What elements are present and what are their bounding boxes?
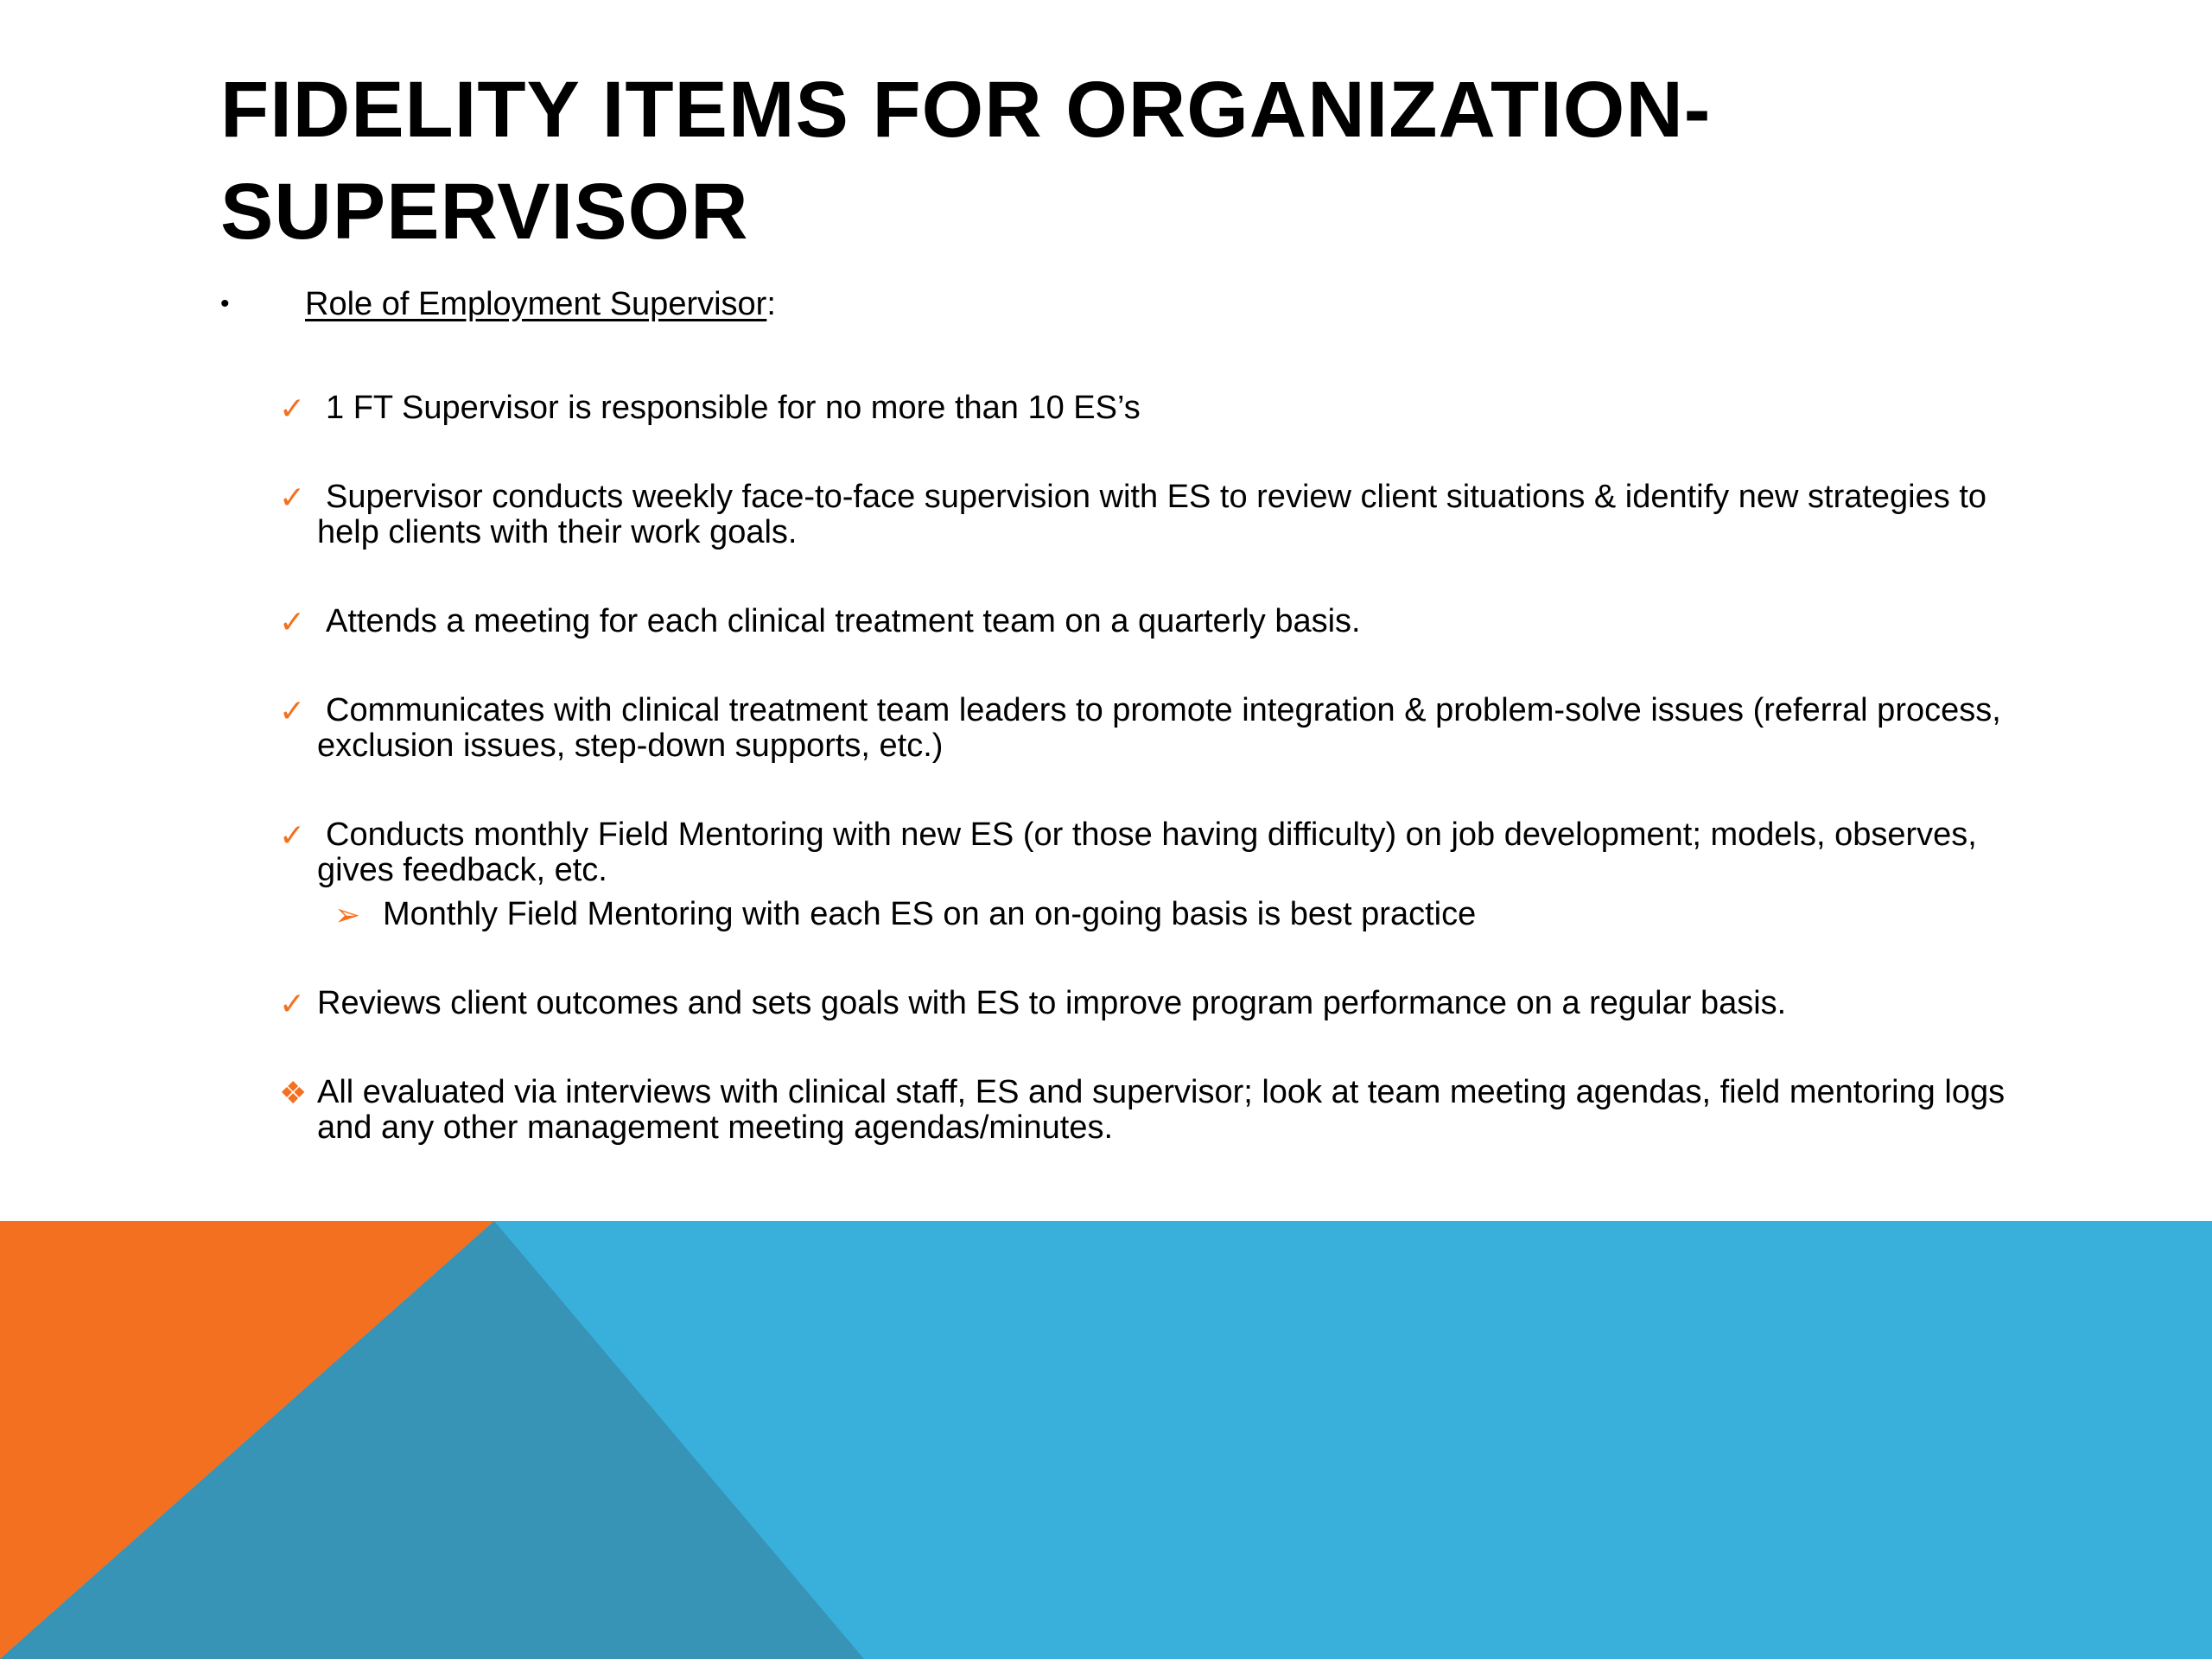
checkmark-icon: ✓ xyxy=(279,391,306,426)
list-item xyxy=(220,986,2035,1021)
checkmark-icon: ✓ xyxy=(279,693,306,728)
section-heading xyxy=(305,278,776,330)
list-item-text: Reviews client outcomes and sets goals with ES to improve program performance on a regular basis. xyxy=(317,985,1787,1021)
list-item-text: Supervisor conducts weekly face-to-face supervision with ES to review client situations & identify new strategies to help clients with their work goals. xyxy=(317,479,1987,550)
list-item xyxy=(220,693,2035,764)
list-item-text: Attends a meeting for each clinical treatment team on a quarterly basis. xyxy=(326,603,1361,639)
list-item-text: Conducts monthly Field Mentoring with new ES (or those having difficulty) on job development; models, observes, gives feedback, etc. xyxy=(317,817,1977,888)
checkmark-icon: ✓ xyxy=(279,480,306,515)
list-item xyxy=(220,391,2035,426)
sub-list-item-text: Monthly Field Mentoring with each ES on an on-going basis is best practice xyxy=(383,896,1477,932)
heading-row xyxy=(220,278,2035,330)
list-item xyxy=(220,817,2035,888)
list-item-text: Communicates with clinical treatment team leaders to promote integration & problem-solve issues (referral process, exclusion issues, step-down supports, etc.) xyxy=(317,692,2001,764)
slide-body xyxy=(220,278,2035,1146)
checkmark-icon: ✓ xyxy=(279,817,306,853)
sub-list-item xyxy=(220,897,2035,932)
list-item-text: 1 FT Supervisor is responsible for no more than 10 ES’s xyxy=(326,390,1141,426)
bullet-icon: • xyxy=(220,289,230,318)
diamond-bullet-icon: ❖ xyxy=(279,1075,308,1110)
list-item xyxy=(220,480,2035,550)
list-item xyxy=(220,604,2035,639)
list-item-text: All evaluated via interviews with clinical staff, ES and supervisor; look at team meeting agendas, field mentoring logs and any other management meeting agendas/minutes. xyxy=(317,1074,2005,1146)
section-heading-text: Role of Employment Supervisor xyxy=(305,286,767,322)
slide-title: FIDELITY ITEMS FOR ORGANIZATION- SUPERVISOR xyxy=(220,66,1712,256)
decorative-footer-shapes xyxy=(0,1221,2212,1659)
section-heading-colon: : xyxy=(766,286,776,322)
checkmark-icon: ✓ xyxy=(279,604,306,639)
list-item xyxy=(220,1075,2035,1146)
arrow-bullet-icon: ➢ xyxy=(334,897,361,932)
checkmark-icon: ✓ xyxy=(279,986,306,1021)
